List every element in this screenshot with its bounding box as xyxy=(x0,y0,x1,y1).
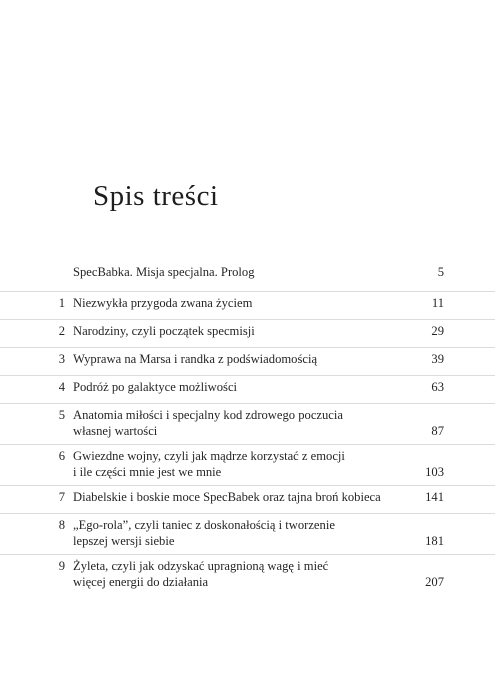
chapter-title xyxy=(73,448,345,480)
chapter-title-line: Gwiezdne wojny, czyli jak mądrze korzystać z emocji xyxy=(73,449,345,463)
chapter-title-line: Niezwykła przygoda zwana życiem xyxy=(73,296,253,310)
toc-entry xyxy=(0,347,495,375)
chapter-title xyxy=(73,295,252,311)
page-title: Spis treści xyxy=(93,180,219,212)
chapter-title-line: Podróż po galaktyce możliwości xyxy=(73,380,238,394)
chapter-title-line: własnej wartości xyxy=(73,424,158,438)
chapter-title xyxy=(73,351,317,367)
page-number: 29 xyxy=(431,324,444,338)
chapter-number: 3 xyxy=(58,352,65,366)
chapter-title-line: Anatomia miłości i specjalny kod zdrowego poczucia xyxy=(73,408,343,422)
toc-entry xyxy=(0,444,495,485)
chapter-title xyxy=(73,323,255,339)
chapter-title xyxy=(73,558,328,590)
chapter-number: 2 xyxy=(58,324,65,338)
page-number: 103 xyxy=(425,465,444,479)
toc-entry xyxy=(0,485,495,513)
page-number: 181 xyxy=(425,534,444,548)
chapter-number: 4 xyxy=(58,380,65,394)
toc-entry xyxy=(0,513,495,554)
toc-entry xyxy=(0,554,495,595)
chapter-title xyxy=(73,264,255,280)
chapter-title-line: więcej energii do działania xyxy=(73,575,209,589)
chapter-title xyxy=(73,517,335,549)
chapter-number: 7 xyxy=(58,490,65,504)
page-number: 141 xyxy=(425,490,444,504)
chapter-title-line: lepszej wersji siebie xyxy=(73,534,175,548)
toc-entry xyxy=(0,403,495,444)
page-number: 63 xyxy=(431,380,444,394)
chapter-number: 9 xyxy=(58,559,65,573)
chapter-title-line: SpecBabka. Misja specjalna. Prolog xyxy=(73,265,255,279)
chapter-title xyxy=(73,379,237,395)
page-number: 5 xyxy=(437,265,444,279)
chapter-number: 8 xyxy=(58,518,65,532)
page-number: 39 xyxy=(431,352,444,366)
chapter-number: 1 xyxy=(58,296,65,310)
chapter-title-line: „Ego-rola”, czyli taniec z doskonałością i tworzenie xyxy=(73,518,335,532)
chapter-title-line: i ile części mnie jest we mnie xyxy=(73,465,222,479)
toc-entry xyxy=(0,264,495,291)
chapter-title-line: Diabelskie i boskie moce SpecBabek oraz tajna broń kobieca xyxy=(73,490,381,504)
chapter-title-line: Narodziny, czyli początek specmisji xyxy=(73,324,255,338)
table-of-contents xyxy=(0,264,495,595)
toc-entry xyxy=(0,375,495,403)
page-number: 207 xyxy=(425,575,444,589)
chapter-title-line: Żyleta, czyli jak odzyskać upragnioną wagę i mieć xyxy=(73,559,329,573)
page-number: 11 xyxy=(431,296,444,310)
page-number: 87 xyxy=(431,424,444,438)
chapter-title xyxy=(73,407,343,439)
chapter-number: 5 xyxy=(58,408,65,422)
chapter-number: 6 xyxy=(58,449,65,463)
toc-entry xyxy=(0,291,495,319)
chapter-title xyxy=(73,489,381,505)
toc-entry xyxy=(0,319,495,347)
chapter-title-line: Wyprawa na Marsa i randka z podświadomością xyxy=(73,352,318,366)
